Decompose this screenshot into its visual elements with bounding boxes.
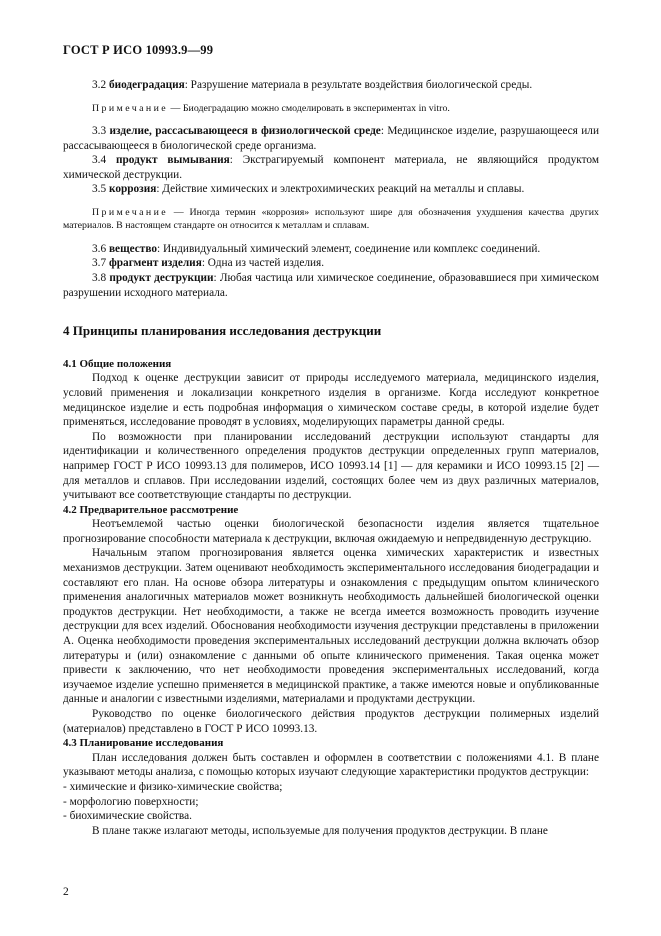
paragraph-4-2-2: Начальным этапом прогнозирования является оценка химических характеристик и известных механизмов деструкции. Затем оценивают необходимость экспериментального исследования биодеградации и составляют его план. На основе обзора литературы и ознакомления с предыдущим опытом клинического применения аналогичных материалов может возникнуть необходимость дальнейшей биологической оценки продуктов деструкции. Нет необходимости, а также не всегда имеется возможность проводить изучение деструкции для всех изделий. Обоснования необходимости изучения деструкции представлены в приложении А. Оценка необходимости проведения экспериментальных исследований деструкции должна включать обзор литературы и (или) ознакомление с данными об опыте клинического применения. Такая оценка может привести к заключению, что нет необходимости проведения экспериментальных исследований, когда изучаемое изделие успешно применяется в медицинской практике, а также имеются новые и опубликованные данные и аналогии с известными изделиями, материалами и продуктами деструкции. [63,547,599,706]
note-corrosion: Примечание — Иногда термин «коррозия» используют шире для обозначения ухудшения качества других материалов. В настоящем стандарте он относится к металлам и сплавам. [63,206,599,232]
paragraph-4-3-1: План исследования должен быть составлен и оформлен в соответствии с положениями 4.1. В плане указывают методы анализа, с помощью которых изучают следующие характеристики продуктов деструкции: [63,751,599,779]
definition-3-5: 3.5 коррозия: Действие химических и электрохимических реакций на металлы и сплавы. [92,183,525,196]
subsection-4-2-title: 4.2 Предварительное рассмотрение [63,503,239,516]
paragraph-4-2-3: Руководство по оценке биологического действия продуктов деструкции полимерных изделий (материалов) представлено в ГОСТ Р ИСО 10993.13. [63,708,599,735]
definition-3-6: 3.6 вещество: Индивидуальный химический элемент, соединение или комплекс соединений. [92,242,541,255]
paragraph-4-3-2: В плане также излагают методы, используемые для получения продуктов деструкции. В плане [92,824,548,837]
definition-3-4: 3.4 продукт вымывания: Экстрагируемый компонент материала, не являющийся продуктом химической деструкции. [63,154,599,181]
definition-3-8: 3.8 продукт деструкции: Любая частица или химическое соединение, образовавшиеся при химическом разрушении исходного материала. [63,271,600,299]
paragraph-4-1-2: По возможности при планировании исследований деструкции используют стандарты для идентификации и количественного определения продуктов деструкции определенных групп материалов, например ГОСТ Р ИСО 10993.13 для полимеров, ИСО 10993.14 [1] — для керамики и ИСО 10993.15 [2] — для металлов и сплавов. При исследовании изделий, состоящих более чем из двух различных материалов, учитывают все соответствующие стандарты по деструкции. [63,430,599,502]
document-header: ГОСТ Р ИСО 10993.9—99 [63,43,214,57]
list-item: - химические и физико-химические свойства; [63,780,283,793]
subsection-4-3-title: 4.3 Планирование исследования [63,737,224,750]
page-number: 2 [63,886,69,898]
definition-3-2: 3.2 биодеградация: Разрушение материала в результате воздействия биологической среды. [92,79,533,91]
section-4-title: 4 Принципы планирования исследования деструкции [63,323,382,339]
document-body [63,78,599,838]
definition-3-7: 3.7 фрагмент изделия: Одна из частей изделия. [92,257,325,270]
list-item: - морфологию поверхности; [63,795,199,808]
paragraph-4-1-1: Подход к оценке деструкции зависит от природы исследуемого материала, медицинского изделия, условий применения и локализации конкретного изделия в организме. Когда исследуют конкретное медицинское изделие и есть подробная информация о химическом составе среды, в которой изделие будет применяться, исследование проводят в условиях, моделирующих параметры данной среды. [63,372,599,429]
note-biodegradation: Примечание — Биодеградацию можно смоделировать в экспериментах in vitro. [92,102,450,114]
list-item: - биохимические свойства. [63,810,192,823]
subsection-4-1-title: 4.1 Общие положения [63,357,172,370]
paragraph-4-2-1: Неотъемлемой частью оценки биологической безопасности изделия является тщательное прогнозирование способности материала к деструкции, включая ожидаемую и непредвиденную деструкцию. [63,518,599,545]
definition-3-3: 3.3 изделие, рассасывающееся в физиологической среде: Медицинское изделие, разрушающееся или рассасывающееся в биологической среде организма. [63,125,599,152]
